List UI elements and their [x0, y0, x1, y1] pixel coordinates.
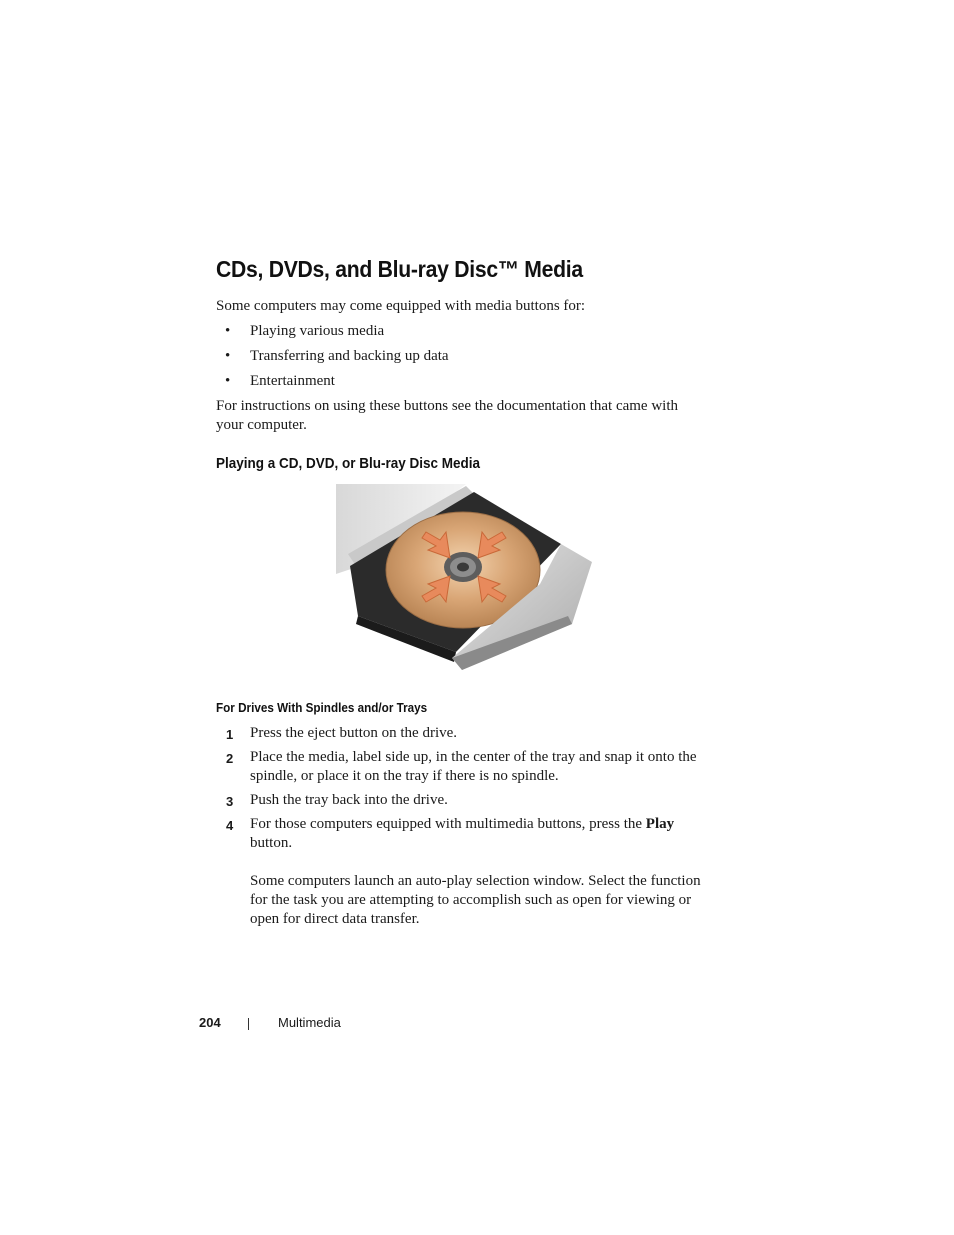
instructions-paragraph: For instructions on using these buttons see the documentation that came with your computer. [216, 398, 679, 433]
footer-divider [248, 1018, 249, 1030]
step-text: button. [250, 835, 293, 851]
step-text: Press the eject button on the drive. [250, 725, 458, 741]
section-heading: Playing a CD, DVD, or Blu-ray Disc Media [216, 455, 481, 472]
step-number: 3 [226, 794, 234, 809]
step-text: Push the tray back into the drive. [250, 792, 448, 808]
list-item [216, 815, 706, 929]
list-item: • Entertainment [216, 372, 706, 391]
step-text: For those computers equipped with multimedia buttons, press the [250, 816, 646, 832]
list-item: • Transferring and backing up data [216, 347, 706, 366]
list-item [216, 748, 706, 786]
intro-paragraph: Some computers may come equipped with media buttons for: [216, 298, 586, 314]
list-item [216, 724, 706, 743]
steps-list [216, 724, 706, 934]
section-name: Multimedia [278, 1015, 341, 1030]
page-footer [0, 1015, 954, 1035]
disc-tray-illustration [336, 474, 598, 678]
subsection-heading: For Drives With Spindles and/or Trays [216, 700, 428, 715]
list-item [216, 791, 706, 810]
disc-tray-icon [336, 474, 598, 678]
step-note: Some computers launch an auto-play selection window. Select the function for the task you are attempting to accomplish such as open for viewing or open for direct data transfer. [250, 873, 701, 927]
list-item: • Playing various media [216, 322, 706, 341]
page-number: 204 [199, 1015, 221, 1030]
feature-list [216, 322, 706, 391]
step-number: 2 [226, 751, 234, 766]
step-number: 1 [226, 727, 234, 742]
play-button-label: Play [645, 816, 675, 832]
page-content [216, 256, 706, 472]
step-text: Place the media, label side up, in the center of the tray and snap it onto the spindle, or place it on the tray if there is no spindle. [250, 749, 697, 784]
step-number: 4 [226, 818, 234, 833]
page-title: CDs, DVDs, and Blu-ray Disc™ Media [216, 256, 583, 282]
